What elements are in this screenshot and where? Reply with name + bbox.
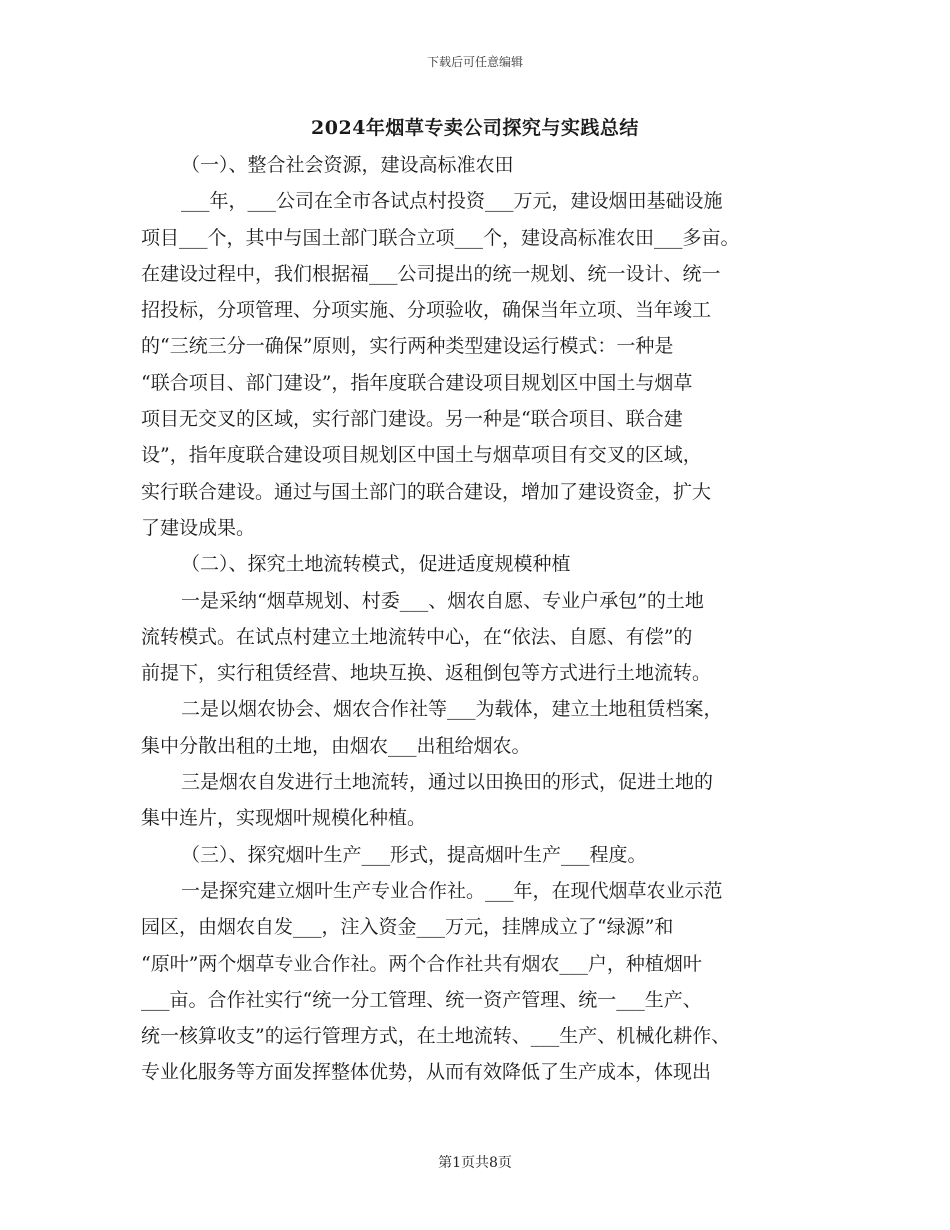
text-line: （三）、探究烟叶生产___形式，提高烟叶生产___程度。 <box>181 843 647 866</box>
text-line: （一）、整合社会资源，建设高标准农田 <box>181 154 514 176</box>
text-line: 设”，指年度联合建设项目规划区中国土与烟草项目有交叉的区域， <box>141 444 702 467</box>
text-line: 三是烟农自发进行土地流转，通过以田换田的形式，促进土地的 <box>181 771 714 794</box>
text-line: 园区，由烟农自发___，注入资金___万元，挂牌成立了“绿源”和 <box>141 916 674 939</box>
text-line: ___年，___公司在全市各试点村投资___万元，建设烟田基础设施 <box>181 190 723 213</box>
text-line: 流转模式。在试点村建立土地流转中心，在“依法、自愿、有偿”的 <box>141 625 693 648</box>
text-line: 集中分散出租的土地，由烟农___出租给烟农。 <box>141 734 531 757</box>
text-line: 集中连片，实现烟叶规模化种植。 <box>141 807 427 830</box>
text-line: 一是采纳“烟草规划、村委___、烟农自愿、专业户承包”的土地 <box>181 589 704 612</box>
text-line: （二）、探究土地流转模式，促进适度规模种植 <box>181 553 571 576</box>
page-footer: 第1页共8页 <box>438 1155 512 1171</box>
text-line: 一是探究建立烟叶生产专业合作社。___年，在现代烟草农业示范 <box>181 879 723 902</box>
text-line: “原叶”两个烟草专业合作社。两个合作社共有烟农___户，种植烟叶 <box>141 952 702 975</box>
text-line: 专业化服务等方面发挥整体优势，从而有效降低了生产成本，体现出 <box>141 1061 712 1084</box>
page-header-note: 下载后可任意编辑 <box>426 55 523 69</box>
text-line: 项目无交叉的区域，实行部门建设。另一种是“联合项目、联合建 <box>141 408 683 431</box>
text-line: 了建设成果。 <box>141 516 256 539</box>
text-line: 招投标，分项管理、分项实施、分项验收，确保当年立项、当年竣工 <box>141 299 712 322</box>
text-line: 二是以烟农协会、烟农合作社等___为载体，建立土地租赁档案， <box>181 698 723 721</box>
text-line: 的“三统三分一确保”原则，实行两种类型建设运行模式：一种是 <box>141 335 674 358</box>
text-line: 在建设过程中，我们根据福___公司提出的统一规划、统一设计、统一 <box>141 262 721 285</box>
text-line: 项目___个，其中与国土部门联合立项___个，建设高标准农田___多亩。 <box>141 226 740 249</box>
text-line: 统一核算收支”的运行管理方式，在土地流转、___生产、机械化耕作、 <box>141 1025 731 1048</box>
text-line: 前提下，实行租赁经营、地块互换、返租倒包等方式进行土地流转。 <box>141 662 712 685</box>
text-line: ___亩。合作社实行“统一分工管理、统一资产管理、统一___生产、 <box>141 988 702 1011</box>
document-title: 2024年烟草专卖公司探究与实践总结 <box>311 117 639 139</box>
document-body <box>141 147 825 1091</box>
text-line: 实行联合建设。通过与国土部门的联合建设，增加了建设资金，扩大 <box>141 480 712 503</box>
text-line: “联合项目、部门建设”，指年度联合建设项目规划区中国土与烟草 <box>141 371 693 394</box>
